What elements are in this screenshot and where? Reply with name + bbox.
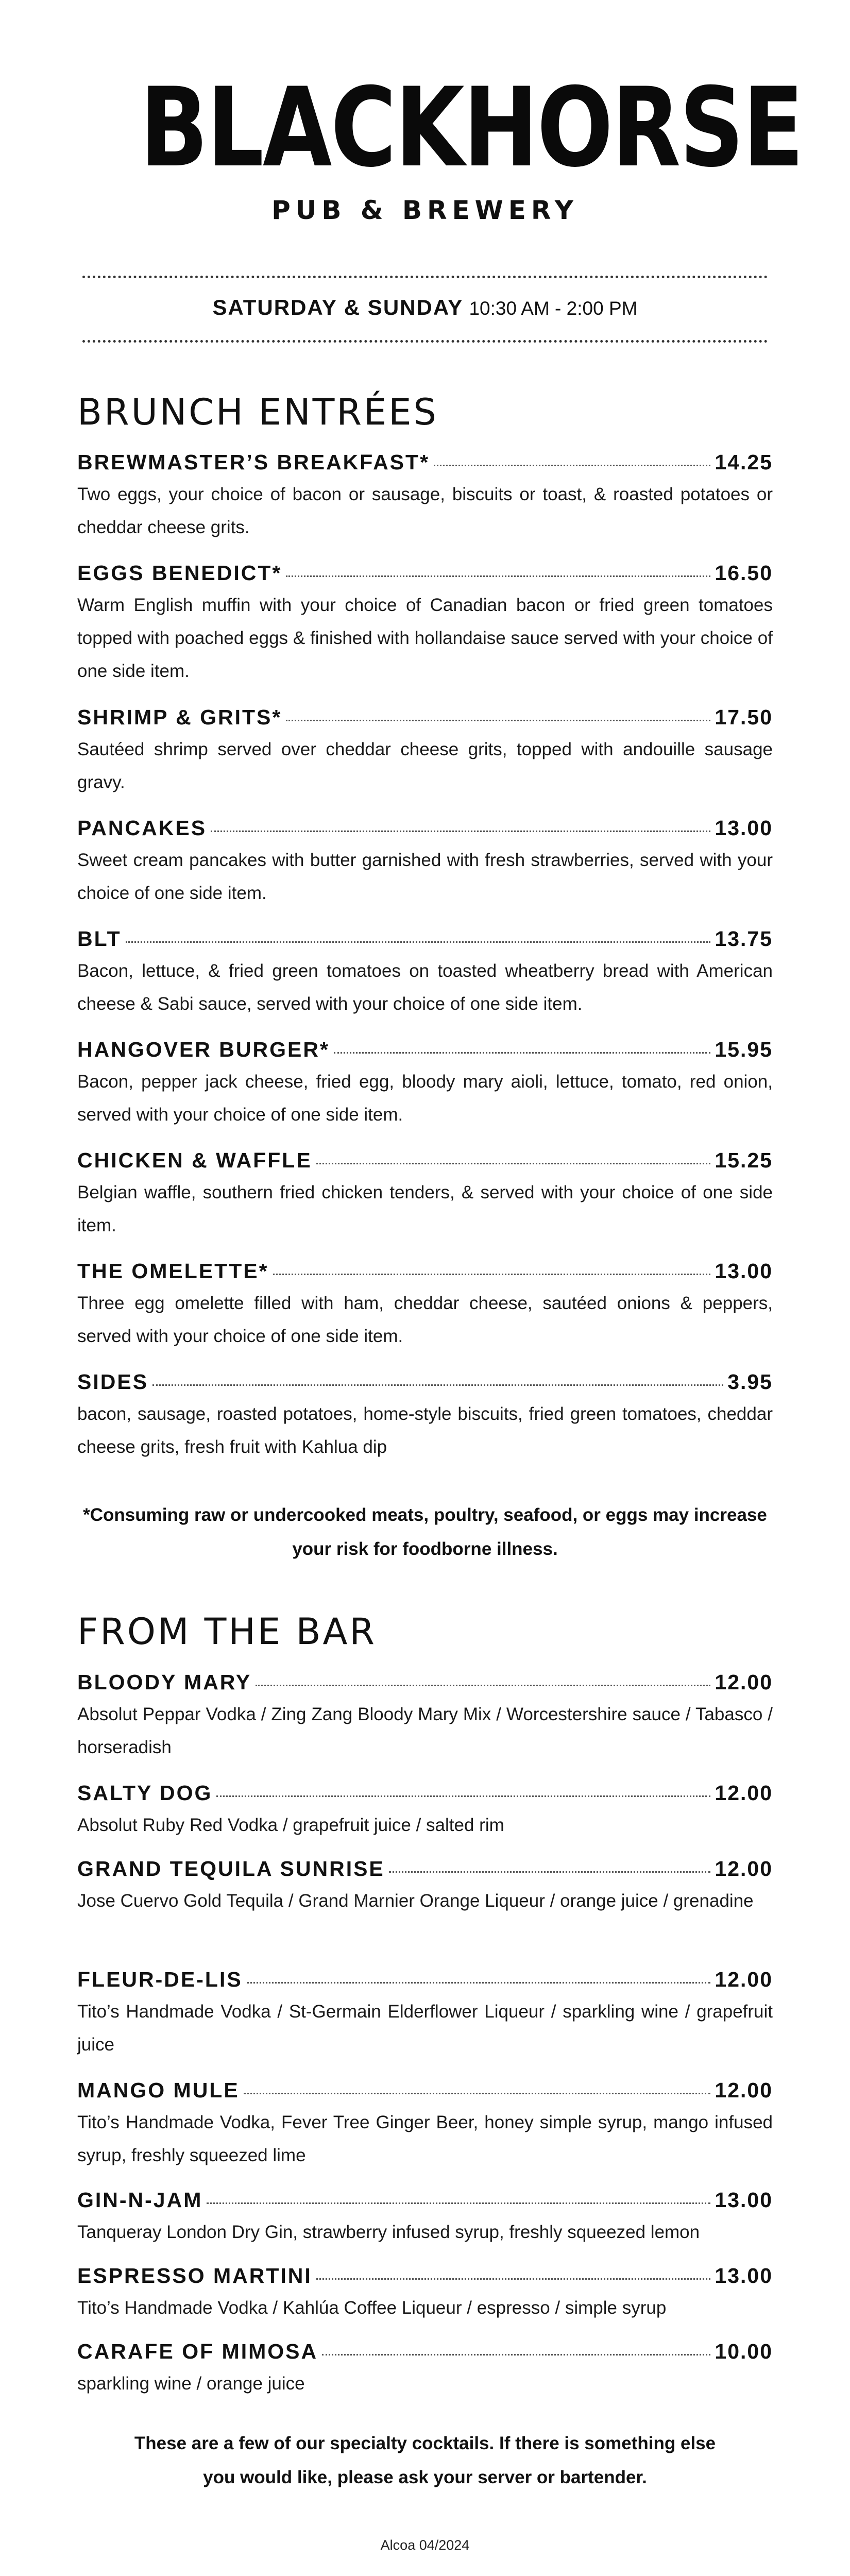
hours-days: SATURDAY & SUNDAY	[212, 295, 464, 319]
dot-leader	[216, 1795, 710, 1797]
dot-leader	[126, 941, 711, 943]
menu-item	[77, 1855, 773, 1918]
item-price: 3.95	[727, 1370, 773, 1394]
dot-leader	[434, 465, 710, 466]
item-description: Warm English muffin with your choice of Canadian bacon or fried green tomatoes topped with poached eggs & finished with hollandaise sauce served with your choice of one side item.	[77, 595, 773, 681]
dot-leader	[273, 1274, 711, 1275]
item-name: EGGS BENEDICT*	[77, 561, 282, 585]
item-name: BREWMASTER’S BREAKFAST*	[77, 450, 430, 474]
item-name: GRAND TEQUILA SUNRISE	[77, 1857, 385, 1880]
item-price: 10.00	[715, 2340, 773, 2363]
item-description: Tanqueray London Dry Gin, strawberry infused syrup, freshly squeezed lemon	[77, 2222, 700, 2242]
note-line: These are a few of our specialty cocktails. If there is something else	[134, 2433, 716, 2453]
item-name: SIDES	[77, 1370, 149, 1394]
item-price: 13.00	[715, 2264, 773, 2287]
item-name: SALTY DOG	[77, 1781, 213, 1805]
item-name: GIN-N-JAM	[77, 2188, 203, 2212]
item-price: 12.00	[715, 2078, 773, 2102]
footer-code: Alcoa 04/2024	[380, 2537, 470, 2553]
menu-item	[77, 2076, 773, 2172]
item-price: 16.50	[715, 561, 773, 585]
menu-item	[77, 448, 773, 544]
dot-leader	[322, 2354, 710, 2355]
divider-top	[82, 276, 768, 278]
item-description: Absolut Ruby Red Vodka / grapefruit juice / salted rim	[77, 1815, 504, 1835]
menu-item	[77, 1257, 773, 1353]
menu-item	[77, 1036, 773, 1131]
menu-item	[77, 1368, 773, 1464]
note-line: you would like, please ask your server or bartender.	[203, 2467, 647, 2487]
item-description: Sautéed shrimp served over cheddar cheese grits, topped with andouille sausage gravy.	[77, 739, 773, 792]
item-name: SHRIMP & GRITS*	[77, 705, 282, 729]
item-price: 13.00	[715, 2188, 773, 2212]
dot-leader	[334, 1052, 710, 1054]
dot-leader	[316, 2278, 711, 2280]
brand-subtitle: PUB & BREWERY	[271, 195, 579, 225]
dot-leader	[211, 831, 710, 832]
item-name: CARAFE OF MIMOSA	[77, 2340, 318, 2363]
item-name: MANGO MULE	[77, 2078, 240, 2102]
menu-item	[77, 559, 773, 688]
menu-item	[77, 2186, 773, 2249]
brand-logo-text: BLACKHORSE	[140, 64, 803, 191]
item-description: Belgian waffle, southern fried chicken tenders, & served with your choice of one side item.	[77, 1182, 773, 1235]
item-description: Tito’s Handmade Vodka / St-Germain Elderflower Liqueur / sparkling wine / grapefruit juice	[77, 2002, 773, 2055]
section-title-bar: FROM THE BAR	[77, 1611, 377, 1653]
item-price: 17.50	[715, 705, 773, 729]
item-name: CHICKEN & WAFFLE	[77, 1148, 312, 1172]
item-description: Bacon, pepper jack cheese, fried egg, bloody mary aioli, lettuce, tomato, red onion, served with your choice of one side item.	[77, 1072, 773, 1125]
item-price: 12.00	[715, 1968, 773, 1991]
item-description: Jose Cuervo Gold Tequila / Grand Marnier Orange Liqueur / orange juice / grenadine	[77, 1891, 754, 1911]
dot-leader	[244, 2093, 711, 2094]
dot-leader	[247, 1982, 711, 1984]
item-name: PANCAKES	[77, 816, 207, 840]
item-name: BLT	[77, 927, 122, 951]
dot-leader	[286, 575, 710, 577]
dot-leader	[316, 1163, 711, 1164]
dot-leader	[256, 1685, 710, 1686]
menu-item	[77, 1965, 773, 2061]
menu-item	[77, 925, 773, 1021]
item-price: 12.00	[715, 1781, 773, 1805]
item-name: FLEUR-DE-LIS	[77, 1968, 243, 1991]
menu-item	[77, 703, 773, 799]
item-name: ESPRESSO MARTINI	[77, 2264, 312, 2287]
divider-bottom	[82, 340, 768, 343]
menu-item	[77, 2262, 773, 2325]
section-title-brunch: BRUNCH ENTRÉES	[77, 391, 438, 433]
menu-item	[77, 1668, 773, 1764]
item-description: Two eggs, your choice of bacon or sausage, biscuits or toast, & roasted potatoes or cheddar cheese grits.	[77, 484, 773, 537]
item-price: 13.00	[715, 1259, 773, 1283]
menu-item	[77, 814, 773, 910]
item-description: Three egg omelette filled with ham, cheddar cheese, sautéed onions & peppers, served with your choice of one side item.	[77, 1293, 773, 1346]
item-description: Absolut Peppar Vodka / Zing Zang Bloody Mary Mix / Worcestershire sauce / Tabasco / horseradish	[77, 1704, 773, 1757]
foodborne-warning	[77, 1498, 773, 1566]
item-description: bacon, sausage, roasted potatoes, home-style biscuits, fried green tomatoes, cheddar cheese grits, fresh fruit with Kahlua dip	[77, 1404, 773, 1457]
item-description: Tito’s Handmade Vodka, Fever Tree Ginger Beer, honey simple syrup, mango infused syrup, freshly squeezed lime	[77, 2112, 773, 2165]
menu-item	[77, 1146, 773, 1242]
item-price: 13.00	[715, 816, 773, 840]
item-name: HANGOVER BURGER*	[77, 1038, 330, 1061]
hours-line	[77, 292, 773, 324]
item-price: 15.25	[715, 1148, 773, 1172]
warning-line: *Consuming raw or undercooked meats, poultry, seafood, or eggs may increase	[83, 1505, 767, 1525]
menu-item	[77, 1779, 773, 1842]
item-price: 12.00	[715, 1857, 773, 1880]
item-name: BLOODY MARY	[77, 1670, 252, 1694]
item-description: Bacon, lettuce, & fried green tomatoes on toasted wheatberry bread with American cheese & Sabi sauce, served with your choice of one side item.	[77, 961, 773, 1014]
hours-time: 10:30 AM - 2:00 PM	[469, 298, 638, 319]
item-price: 15.95	[715, 1038, 773, 1061]
item-price: 13.75	[715, 927, 773, 951]
cocktail-note	[77, 2427, 773, 2495]
item-name: THE OMELETTE*	[77, 1259, 269, 1283]
item-price: 14.25	[715, 450, 773, 474]
item-price: 12.00	[715, 1670, 773, 1694]
item-description: Tito’s Handmade Vodka / Kahlúa Coffee Liqueur / espresso / simple syrup	[77, 2298, 667, 2318]
warning-line: your risk for foodborne illness.	[292, 1539, 558, 1559]
item-description: sparkling wine / orange juice	[77, 2374, 305, 2394]
dot-leader	[207, 2202, 710, 2204]
dot-leader	[389, 1871, 711, 1873]
item-description: Sweet cream pancakes with butter garnished with fresh strawberries, served with your choice of one side item.	[77, 850, 773, 903]
menu-item	[77, 2337, 773, 2400]
dot-leader	[286, 720, 710, 721]
dot-leader	[152, 1384, 723, 1386]
